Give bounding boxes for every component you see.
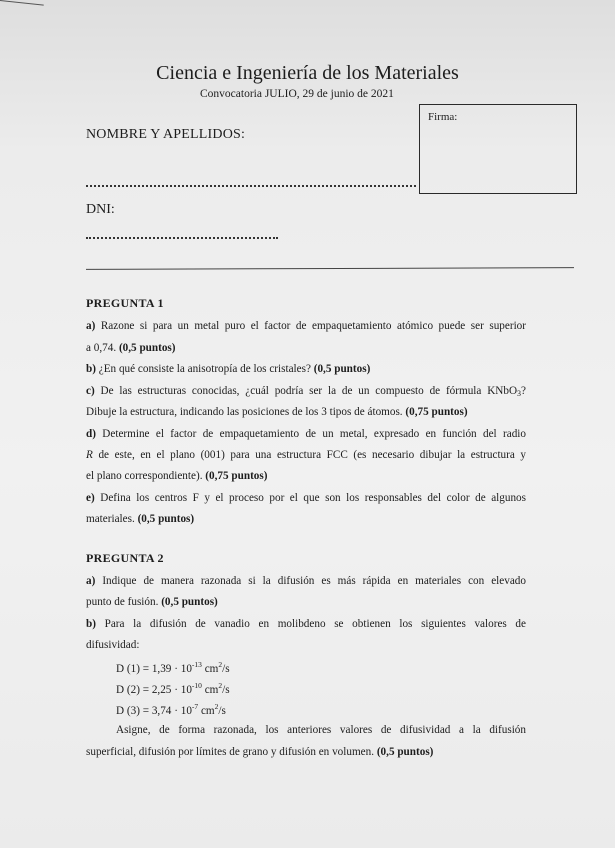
q2-b-text-2: difusividad:: [86, 639, 140, 651]
dni-field[interactable]: [86, 237, 278, 239]
diffusivity-2-exponent: -10: [191, 681, 202, 690]
name-label: NOMBRE Y APELLIDOS:: [86, 127, 246, 142]
diffusivity-1-exponent: -13: [191, 660, 202, 669]
q1-d-text-1: Determine el factor de empaquetamiento de un metal, expresado en función del radio: [102, 428, 526, 440]
q1-d-radius: R: [86, 449, 93, 461]
diffusivity-1-unit-tail: /s: [222, 663, 230, 675]
corner-mark: [0, 0, 44, 16]
q1-e-line-2: [86, 513, 194, 525]
q1-c-text-1: De las estructuras conocidas, ¿cuál podría ser la de un compuesto de fórmula KNbO: [100, 385, 518, 397]
q1-d-text-2: de este, en el plano (001) para una estructura FCC (es necesario dibujar la estructura y: [98, 449, 527, 461]
q2-b-line-4: [86, 746, 433, 758]
diffusivity-3: [116, 702, 226, 717]
q1-a-line-1: [86, 320, 526, 332]
diffusivity-2-unit-exponent: 2: [218, 681, 223, 690]
q1-e-line-1: [86, 492, 526, 504]
q1-d-line-2: [86, 449, 526, 461]
q1-c-subscript: 3: [517, 389, 522, 398]
diffusivity-1-unit: cm: [201, 663, 219, 675]
q1-d-points: (0,75 puntos): [205, 470, 268, 482]
page-title: Ciencia e Ingeniería de los Materiales: [156, 62, 459, 84]
q2-a-text-1: Indique de manera razonada si la difusión es más rápida en materiales con elevado: [102, 575, 526, 587]
question-2-title: PREGUNTA 2: [86, 551, 164, 565]
q1-d-label: d): [86, 428, 96, 440]
q1-c-text-2: Dibuje la estructura, indicando las posiciones de los 3 tipos de átomos.: [86, 406, 403, 418]
question-1-title: PREGUNTA 1: [86, 296, 164, 310]
diffusivity-3-unit-exponent: 2: [214, 702, 219, 711]
q2-b-text-3: Asigne, de forma razonada, los anteriores valores de difusividad a la difusión: [116, 724, 526, 736]
q2-a-text-2: punto de fusión.: [86, 596, 159, 608]
q1-d-line-1: [86, 428, 526, 440]
divider: [86, 267, 574, 270]
q2-a-line-2: [86, 596, 218, 608]
diffusivity-3-exponent: -7: [191, 702, 199, 711]
diffusivity-3-unit-tail: /s: [218, 705, 226, 717]
q1-b-label: b): [86, 363, 96, 375]
diffusivity-2-unit: cm: [201, 684, 219, 696]
diffusivity-3-unit: cm: [198, 705, 215, 717]
q1-c-points: (0,75 puntos): [405, 406, 468, 418]
q1-c-line-2: [86, 406, 468, 418]
exam-date: Convocatoria JULIO, 29 de junio de 2021: [200, 88, 394, 100]
diffusivity-1-value: D (1) = 1,39 · 10: [116, 663, 192, 675]
q1-c-label: c): [86, 385, 95, 397]
q2-b-text-4: superficial, difusión por límites de grano y difusión en volumen.: [86, 746, 375, 758]
diffusivity-2-unit-tail: /s: [222, 684, 230, 696]
signature-label: Firma:: [428, 111, 458, 123]
name-field[interactable]: [86, 185, 416, 187]
dni-label: DNI:: [86, 202, 115, 217]
q1-a-points: (0,5 puntos): [118, 342, 176, 354]
q1-d-text-3: el plano correspondiente).: [86, 470, 203, 482]
q2-a-points: (0,5 puntos): [161, 596, 218, 608]
q1-d-line-3: [86, 470, 267, 482]
q1-e-text-2: materiales.: [86, 513, 135, 525]
q2-a-line-1: [86, 575, 526, 587]
q1-e-points: (0,5 puntos): [137, 513, 195, 525]
q2-b-text-1: Para la difusión de vanadio en molibdeno se obtienen los siguientes valores de: [104, 618, 526, 630]
q1-a-text-2: a 0,74.: [86, 342, 117, 354]
q2-b-points: (0,5 puntos): [376, 746, 434, 758]
diffusivity-1-unit-exponent: 2: [218, 660, 223, 669]
q1-e-label: e): [86, 492, 95, 504]
diffusivity-2: [116, 681, 230, 696]
q1-a-text-1: Razone si para un metal puro el factor de empaquetamiento atómico puede ser superior: [100, 320, 527, 332]
q1-a-line-2: [86, 342, 176, 354]
q2-b-line-2: [86, 639, 139, 651]
diffusivity-3-value: D (3) = 3,74 · 10: [116, 705, 192, 717]
q1-a-label: a): [86, 320, 96, 332]
q1-b-text: ¿En qué consiste la anisotropía de los cristales?: [98, 363, 311, 375]
q1-b-line: [86, 363, 370, 375]
q2-a-label: a): [86, 575, 96, 587]
diffusivity-2-value: D (2) = 2,25 · 10: [116, 684, 192, 696]
q1-b-points: (0,5 puntos): [313, 363, 371, 375]
q1-c-line-1: [86, 385, 526, 398]
q1-c-text-1-end: ?: [521, 385, 526, 397]
q1-e-text-1: Defina los centros F y el proceso por el que son los responsables del color de algunos: [100, 492, 527, 504]
q2-b-label: b): [86, 618, 96, 630]
diffusivity-1: [116, 660, 230, 675]
q2-b-line-3: [116, 724, 526, 736]
q2-b-line-1: [86, 618, 526, 630]
signature-box[interactable]: [419, 104, 577, 194]
